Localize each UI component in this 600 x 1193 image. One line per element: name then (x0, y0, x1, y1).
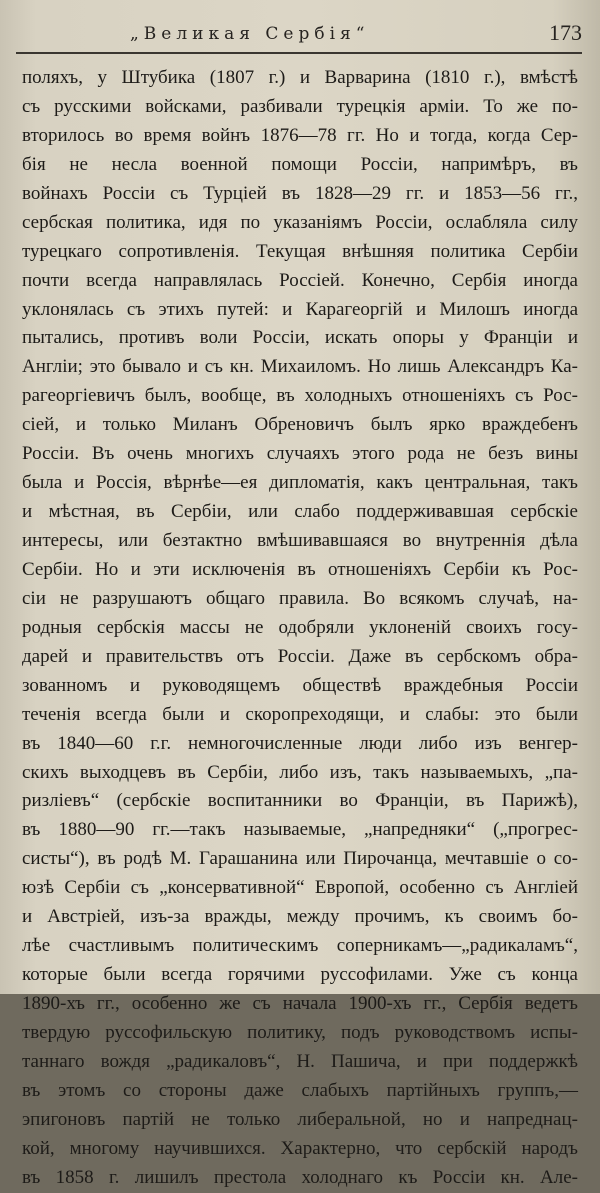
text-line: въ 1858 г. лишилъ престола холоднаго къ Россіи кн. Але- (22, 1166, 578, 1188)
text-line: вторилось во время войнъ 1876—78 гг. Но и тогда, когда Сер- (22, 124, 578, 146)
text-line: 1890-хъ гг., особенно же съ начала 1900-хъ гг., Сербія ведетъ (22, 993, 578, 1014)
text-line: теченія всегда были и скоропреходящи, и слабы: это были (22, 703, 578, 725)
text-line: твердую руссофильскую политику, подъ руководствомъ испы- (22, 1021, 578, 1043)
text-line: систы“), въ родѣ М. Гарашанина или Пирочанца, мечтавшіе о со- (22, 848, 578, 870)
text-line: Россіи. Въ очень многихъ случаяхъ этого рода не безъ вины (22, 443, 578, 465)
text-line: была и Россія, вѣрнѣе—ея дипломатія, какъ центральная, такъ (22, 472, 578, 494)
text-line: скихъ выходцевъ въ Сербіи, либо изъ, такъ называемыхъ, „па- (22, 761, 578, 783)
text-line: зованномъ и руководящемъ обществѣ враждебныя Россіи (22, 674, 578, 696)
text-line: въ 1880—90 гг.—такъ называемые, „напредняки“ („прогрес- (22, 819, 578, 841)
text-line: уклонялась съ этихъ путей: и Карагеоргій и Милошъ иногда (22, 298, 578, 320)
text-line: въ этомъ со стороны даже слабыхъ партійныхъ группъ,— (22, 1079, 578, 1101)
text-line: и мѣстная, въ Сербіи, или слабо поддерживавшая сербскіе (22, 501, 578, 523)
text-line: дарей и правительствъ отъ Россіи. Даже въ сербскомъ обра- (22, 645, 578, 667)
text-line: родныя сербскія массы не одобряли уклоненій своихъ госу- (22, 616, 578, 638)
text-line: юзѣ Сербіи съ „консервативной“ Европой, особенно съ Англіей (22, 877, 578, 899)
running-title: „Великая Сербія“ (130, 24, 370, 44)
text-line: бія не несла военной помощи Россіи, напримѣръ, въ (22, 153, 578, 175)
text-line: ризліевъ“ (сербскіе воспитанники во Франціи, въ Парижѣ), (22, 790, 578, 812)
text-line: пытались, противъ воли Россіи, искать опоры у Франціи и (22, 327, 578, 349)
text-line: войнахъ Россіи съ Турціей въ 1828—29 гг. и 1853—56 гг., (22, 182, 578, 204)
text-line: таннаго вождя „радикаловъ“, Н. Пашича, и при поддержкѣ (22, 1050, 578, 1072)
text-line: и Австріей, изъ-за вражды, между прочимъ, къ своимъ бо- (22, 906, 578, 928)
text-line: въ 1840—60 г.г. немногочисленные люди либо изъ венгер- (22, 732, 578, 754)
text-line: которые были всегда горячими руссофилами. Уже съ конца (22, 964, 578, 986)
text-line: сіи не разрушаютъ общаго правила. Во всякомъ случаѣ, на- (22, 587, 578, 609)
text-line: сербская политика, идя по указаніямъ Россіи, ослабляла силу (22, 211, 578, 233)
text-line: почти всегда направлялась Россіей. Конечно, Сербія иногда (22, 269, 578, 291)
text-line: съ русскими войсками, разбивали турецкія арміи. То же по- (22, 95, 578, 117)
text-line: Сербіи. Но и эти исключенія въ отношеніяхъ Сербіи къ Рос- (22, 558, 578, 580)
text-line: рагеоргіевичъ былъ, вообще, въ холодныхъ отношеніяхъ съ Рос- (22, 385, 578, 407)
page-number: 173 (549, 20, 582, 45)
text-line: интересы, или безтактно вмѣшивавшаяся во внутреннія дѣла (22, 530, 578, 551)
header-rule (16, 52, 582, 54)
text-line: лѣе счастливымъ политическимъ соперникамъ—„радикаламъ“, (22, 935, 578, 957)
body-text (22, 64, 578, 1193)
page-header (0, 14, 600, 54)
text-line: турецкаго сопротивленія. Текущая внѣшняя политика Сербіи (22, 240, 578, 262)
text-line: Англіи; это бывало и съ кн. Михаиломъ. Но лишь Александръ Ка- (22, 356, 578, 378)
text-line: сіей, и только Миланъ Обреновичъ былъ ярко враждебенъ (22, 414, 578, 436)
text-line: эпигоновъ партій не только либеральной, но и напреднац- (22, 1108, 578, 1130)
text-line: кой, многому научившихся. Характерно, что сербскій народъ (22, 1137, 578, 1159)
text-line: поляхъ, у Штубика (1807 г.) и Варварина (1810 г.), вмѣстѣ (22, 67, 578, 88)
